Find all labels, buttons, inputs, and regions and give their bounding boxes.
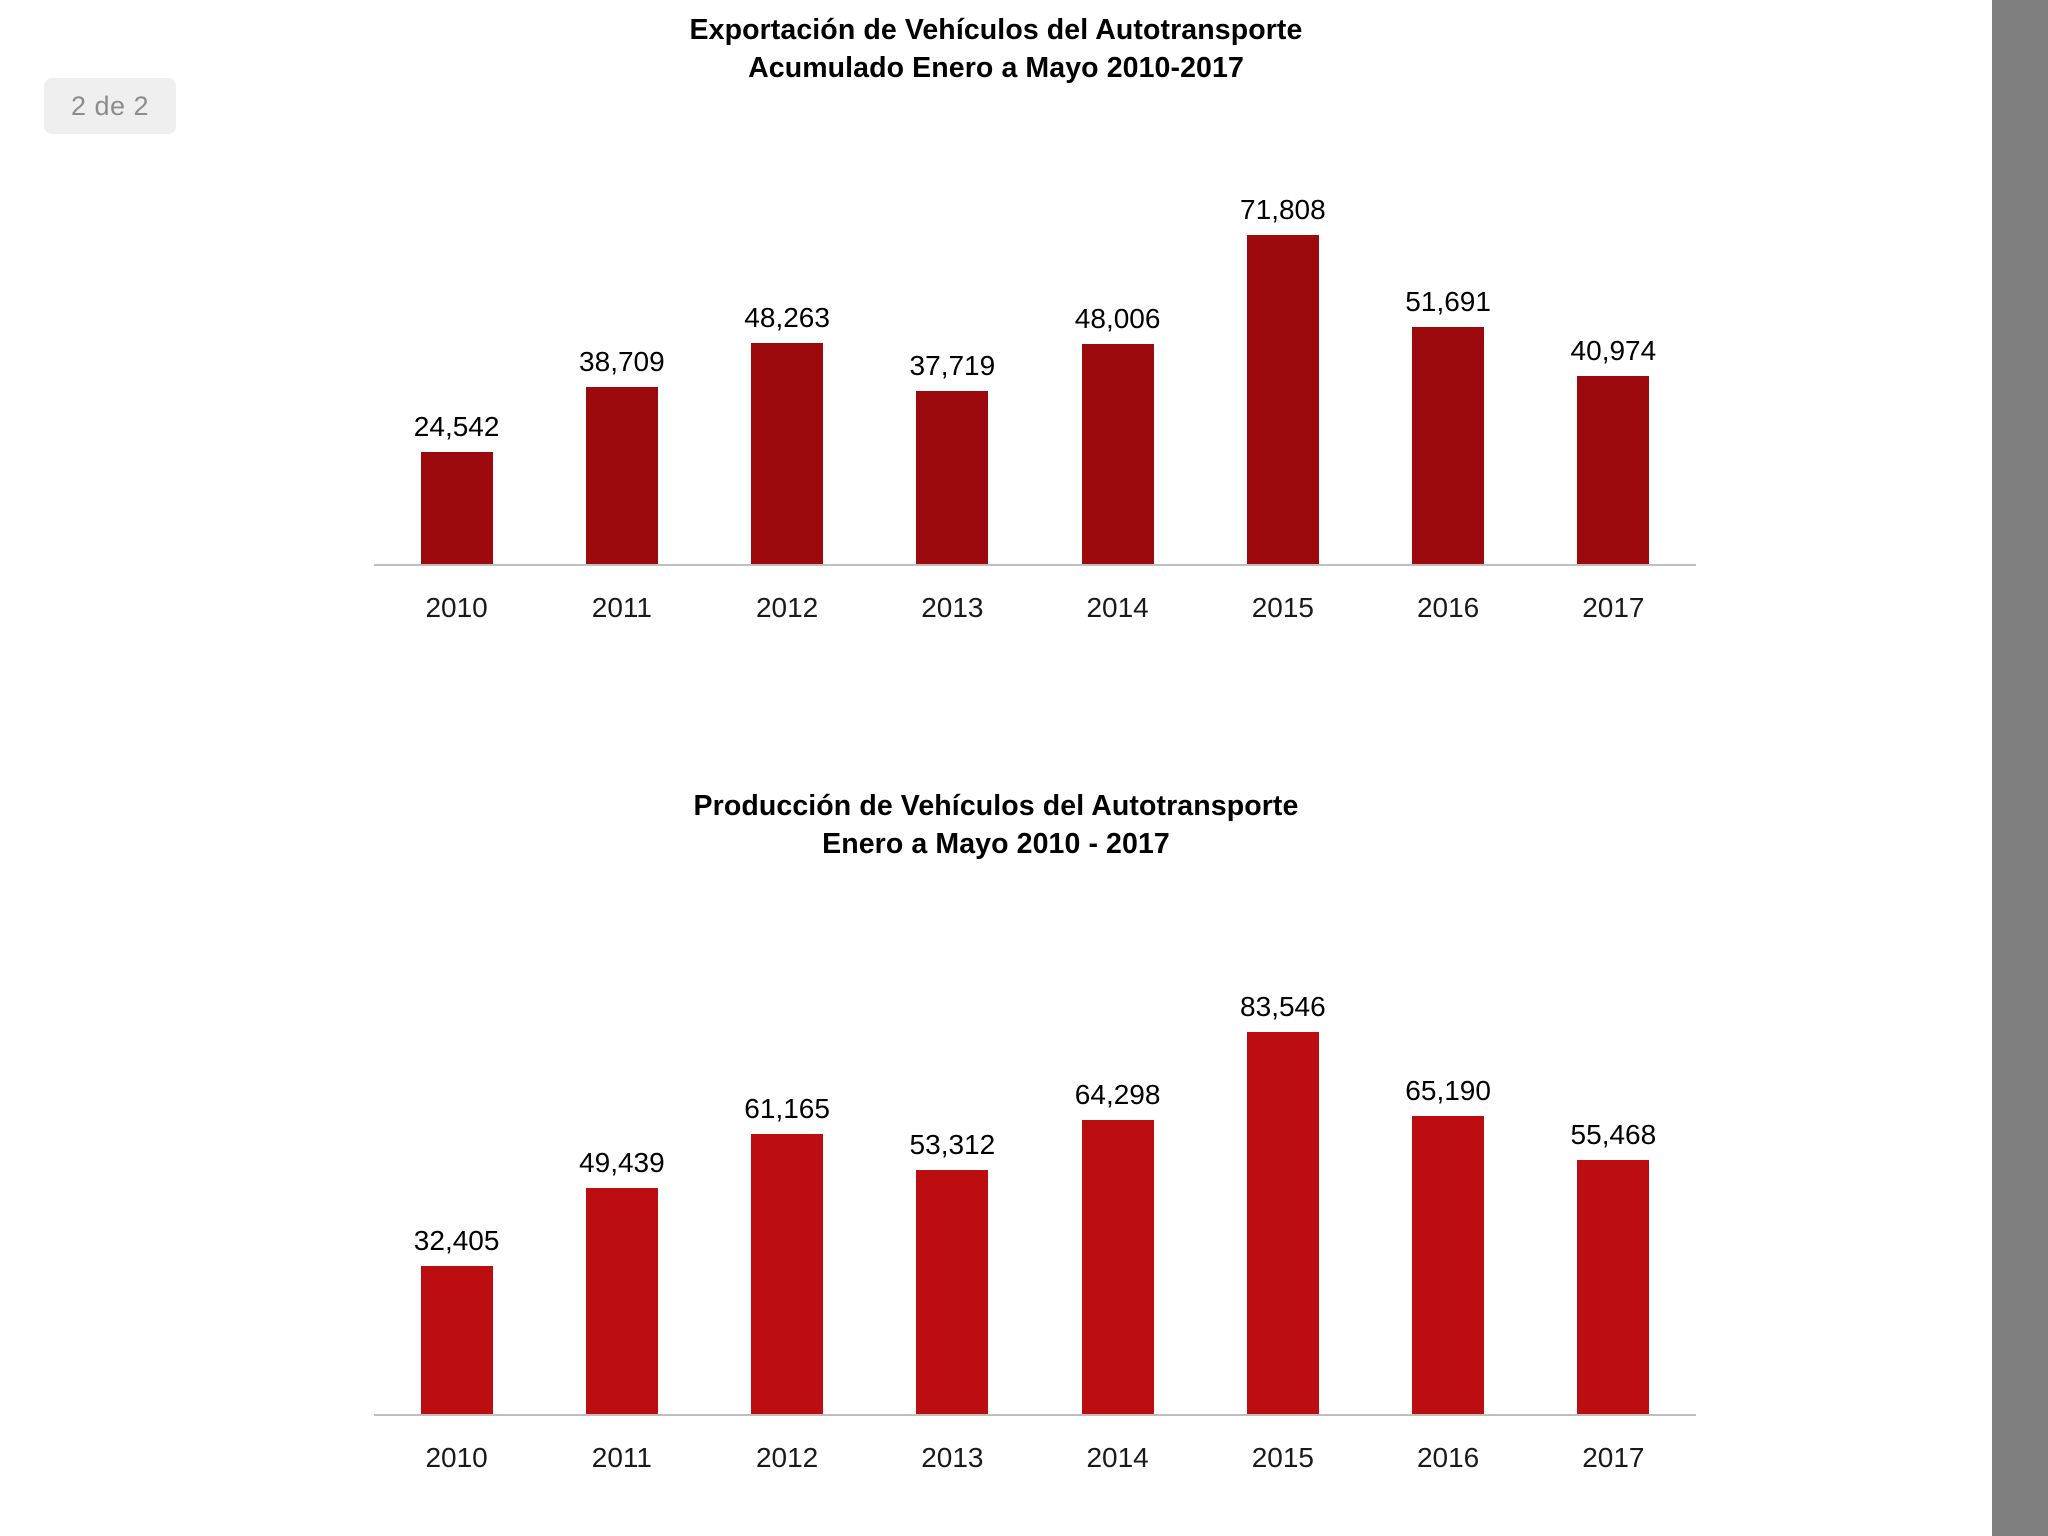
x-axis-tick-label: 2014 [1086,591,1149,623]
x-axis-labels [374,1442,1696,1474]
bar [1247,235,1319,564]
bar [1082,1120,1154,1414]
bar [1412,1116,1484,1414]
bar [1082,344,1154,564]
bar [751,343,823,564]
chart-subtitle-line2: Acumulado Enero a Mayo 2010-2017 [748,51,1244,84]
x-axis-tick-label: 2014 [1086,1441,1149,1473]
bar-group [1210,116,1356,564]
chart-exportacion [0,0,1992,700]
x-axis-tick-label: 2016 [1416,591,1480,623]
bar [916,1170,988,1414]
bar-value-label: 48,006 [1074,302,1161,334]
bar-value-label: 65,190 [1405,1074,1491,1106]
x-axis-tick-label: 2015 [1251,1441,1315,1473]
x-axis-line [374,564,1696,566]
page-indicator-badge: 2 de 2 [44,78,176,134]
chart-title-line1: Producción de Vehículos del Autotransporte [693,790,1299,822]
bar-value-label: 38,709 [579,345,665,377]
chart-produccion [0,770,1992,1536]
bar-value-label: 37,719 [909,349,996,381]
bar-group [714,886,860,1414]
bar-value-label: 55,468 [1570,1118,1657,1150]
bar-group [384,886,530,1414]
bar-group [549,116,695,564]
bar-group [879,116,1025,564]
x-axis-tick-label: 2011 [591,1441,652,1473]
bar-group [1045,886,1191,1414]
chart-subtitle-line2: Enero a Mayo 2010 - 2017 [822,827,1170,860]
chart-title [0,770,1992,864]
bar-group [879,886,1025,1414]
x-axis-tick-label: 2010 [425,1441,488,1473]
x-axis-tick-label: 2010 [425,591,488,623]
bar [1412,327,1484,564]
x-axis-line [374,1414,1696,1416]
bar-group [1375,886,1521,1414]
x-axis-labels [374,592,1696,624]
bar-value-label: 64,298 [1074,1078,1161,1110]
bar [916,391,988,564]
page-gutter [1992,0,2048,1536]
x-axis-tick-label: 2013 [921,1441,984,1473]
bar-value-label: 40,974 [1570,334,1657,366]
x-axis-tick-label: 2017 [1582,591,1645,623]
x-axis-tick-label: 2012 [755,591,819,623]
bar-value-label: 71,808 [1240,193,1326,225]
bar-series [374,116,1696,564]
bar [1247,1032,1319,1414]
plot-area [296,116,1696,636]
bar-value-label: 51,691 [1405,285,1491,317]
x-axis-tick-label: 2011 [591,591,652,623]
bar-value-label: 48,263 [744,301,830,333]
bar-group [1045,116,1191,564]
x-axis-tick-label: 2012 [755,1441,819,1473]
bar-group [1540,116,1686,564]
bar-value-label: 53,312 [909,1128,996,1160]
bar-series [374,886,1696,1414]
bar [1577,376,1649,564]
bar [751,1134,823,1414]
bar-group [1210,886,1356,1414]
chart-title [0,0,1992,88]
plot-area [296,886,1696,1486]
x-axis-tick-label: 2016 [1416,1441,1480,1473]
bar-value-label: 32,405 [413,1224,500,1256]
bar-value-label: 61,165 [744,1092,830,1124]
x-axis-tick-label: 2017 [1582,1441,1645,1473]
bar [1577,1160,1649,1414]
bar-group [549,886,695,1414]
bar-value-label: 24,542 [413,410,500,442]
bar [421,1266,493,1414]
bar-group [1540,886,1686,1414]
bar-value-label: 49,439 [579,1146,665,1178]
chart-title-line1: Exportación de Vehículos del Autotransporte [689,14,1303,46]
x-axis-tick-label: 2015 [1251,591,1315,623]
bar-value-label: 83,546 [1240,990,1326,1022]
bar-group [714,116,860,564]
bar [586,1188,658,1414]
x-axis-tick-label: 2013 [921,591,984,623]
bar [421,452,493,564]
bar-group [1375,116,1521,564]
bar-group [384,116,530,564]
bar [586,387,658,564]
